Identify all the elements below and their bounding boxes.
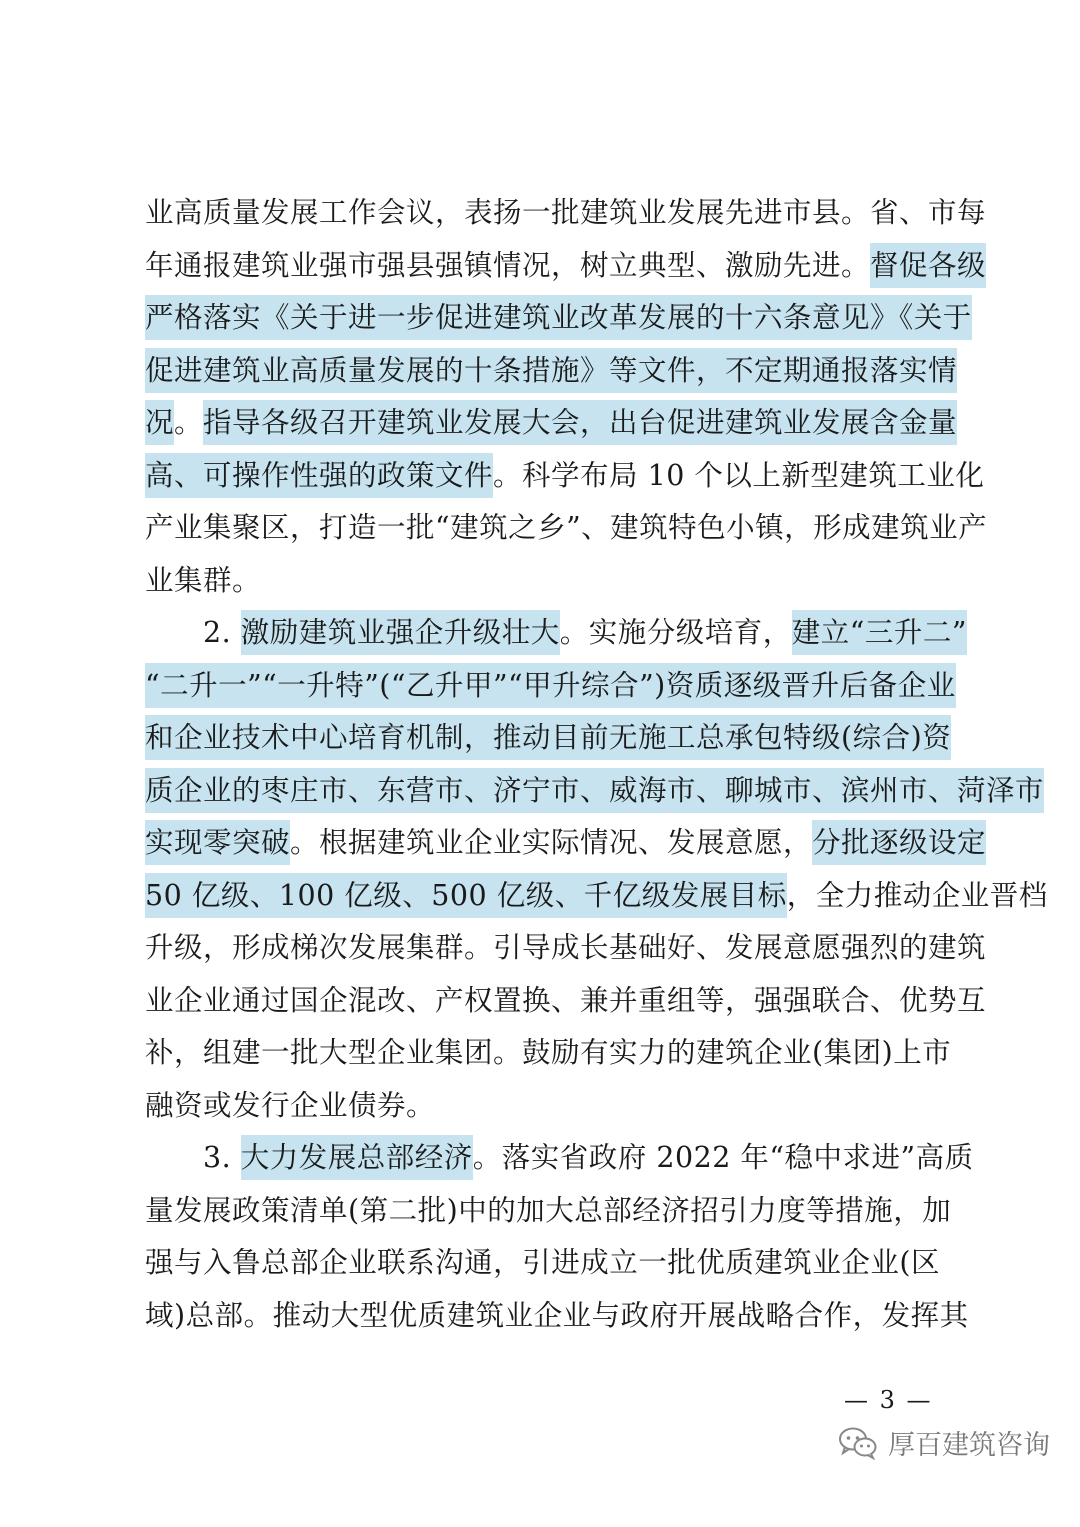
watermark-text: 厚百建筑咨询 (888, 1430, 1050, 1461)
text-line (145, 922, 987, 975)
highlighted-text: 大力发展总部经济 (241, 1135, 473, 1180)
text-line (145, 187, 987, 240)
text-line (145, 975, 987, 1028)
body-text-segment: 域)总部。推动大型优质建筑业企业与政府开展战略合作，发挥其 (145, 1298, 969, 1332)
highlighted-text: 督促各级 (870, 243, 986, 288)
text-line (145, 1132, 974, 1185)
text-line (145, 1237, 940, 1290)
body-text-segment: 业集群。 (145, 563, 262, 597)
highlighted-text: 实现零突破 (145, 820, 290, 865)
highlighted-text: 高、可操作性强的政策文件 (145, 453, 493, 498)
highlighted-text: 指导各级召开建筑业发展大会，出台促进建筑业发展含金量 (203, 400, 957, 445)
text-line (145, 345, 958, 398)
highlighted-text: 和企业技术中心培育机制，推动目前无施工总承包特级(综合)资 (145, 715, 951, 760)
page-number: — 3 — (844, 1386, 933, 1414)
text-line (145, 1027, 952, 1080)
text-line (145, 1080, 940, 1133)
text-line (145, 1185, 952, 1238)
body-text-segment: 融资或发行企业债券。 (145, 1088, 436, 1122)
highlighted-text: 严格落实《关于进一步促进建筑业改革发展的十六条意见》《关于 (145, 295, 972, 340)
text-line (145, 712, 952, 765)
body-text-segment: 2. (145, 616, 241, 649)
body-text-segment: 。根据建筑业企业实际情况、发展意愿， (290, 826, 813, 859)
text-line (145, 1290, 969, 1343)
text-line (145, 502, 988, 555)
text-line (145, 450, 985, 503)
highlighted-text: 分批逐级设定 (812, 820, 986, 865)
body-text-segment: 量发展政策清单(第二批)中的加大总部经济招引力度等措施，加 (145, 1193, 952, 1227)
body-text-segment: 年通报建筑业强市强县强镇情况，树立典型、激励先进。 (145, 248, 871, 282)
highlighted-text: 50 亿级、100 亿级、500 亿级、千亿级发展目标 (145, 873, 787, 918)
body-text-segment: 产业集聚区，打造一批“建筑之乡”、建筑特色小镇，形成建筑业产 (145, 511, 988, 544)
body-text-segment: 强与入鲁总部企业联系沟通，引进成立一批优质建筑业企业(区 (145, 1246, 940, 1279)
text-line (145, 240, 987, 293)
highlighted-text: 促进建筑业高质量发展的十条措施》等文件，不定期通报落实情 (145, 348, 957, 393)
wechat-icon (838, 1426, 878, 1460)
body-text-segment: 业企业通过国企混改、产权置换、兼并重组等，强强联合、优势互 (145, 983, 987, 1017)
body-text-segment: 3. (145, 1141, 241, 1174)
text-line (145, 397, 958, 450)
highlighted-text: 建立“三升二” (792, 610, 967, 655)
body-text-segment: 业高质量发展工作会议，表扬一批建筑业发展先进市县。省、市每 (145, 196, 987, 229)
highlighted-text: 激励建筑业强企升级壮大 (241, 610, 560, 655)
body-text-segment: 。实施分级培育， (559, 616, 792, 649)
text-line (145, 870, 1048, 923)
text-line (145, 292, 972, 345)
highlighted-text: 况 (145, 400, 174, 445)
body-text-segment: 升级，形成梯次发展集群。引导成长基础好、发展意愿强烈的建筑 (145, 931, 987, 964)
body-text-segment: 。科学布局 10 个以上新型建筑工业化 (493, 458, 985, 492)
watermark (838, 1423, 1050, 1462)
text-line (145, 660, 956, 713)
body-text-segment: 补，组建一批大型企业集团。鼓励有实力的建筑企业(集团)上市 (145, 1036, 952, 1069)
text-line (145, 607, 967, 660)
highlighted-text: “二升一”“一升特”(“乙升甲”“甲升综合”)资质逐级晋升后备企业 (145, 663, 956, 708)
text-line (145, 817, 987, 870)
body-text-segment: ，全力推动企业晋档 (786, 878, 1048, 912)
body-text-segment: 。落实省政府 2022 年“稳中求进”高质 (472, 1141, 974, 1174)
text-line (145, 555, 940, 608)
highlighted-text: 质企业的枣庄市、东营市、济宁市、威海市、聊城市、滨州市、菏泽市 (145, 768, 1044, 813)
text-line (145, 765, 1045, 818)
body-text-segment: 。 (174, 406, 204, 439)
document-body (145, 187, 1048, 1342)
